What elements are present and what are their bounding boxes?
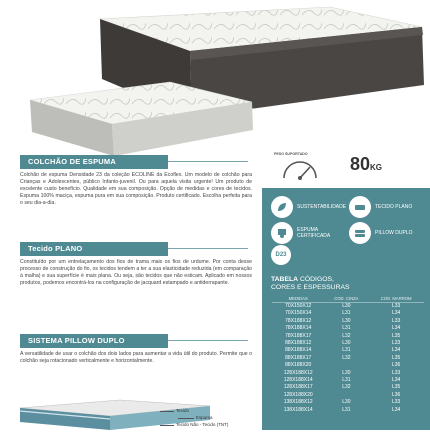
table-cell: L31 xyxy=(342,377,351,384)
table-row xyxy=(272,407,424,414)
table-cell: L36 xyxy=(391,391,401,398)
table-row xyxy=(272,333,424,340)
layer-label-tecido: Tecido xyxy=(176,408,190,413)
section-text-espuma: Colchão de espuma Densidade 23 da coleção ECOLINE da Ecoflex. Um modelo de colchão para Crianças e Adolescentes, público Infanto-juvenil. Ou para aquela visita urgente! Um produto de excelente custo benefício. Qualidade em sua composição. Opção de medidas e cores de tecidos. Espuma 100% maciça, espuma pura em sua composição. Produto certificado. Escolha perfeita para o seu dia-a-dia. xyxy=(20,172,252,206)
table-cell: L31 xyxy=(342,406,351,413)
gauge-icon xyxy=(280,158,320,180)
table-cell: L30 xyxy=(342,340,351,347)
table-row xyxy=(272,310,424,317)
table-cell: L30 xyxy=(342,369,351,376)
table-cell: L34 xyxy=(391,377,401,384)
table-title: TABELA CÓDIGOS, CORES E ESPESSURAS xyxy=(271,276,350,291)
layer-label-espuma: Espuma xyxy=(196,415,213,420)
table-row xyxy=(272,303,424,311)
section-title-pillow: SISTEMA PILLOW DUPLO xyxy=(20,334,168,348)
feature-pillow-duplo: PILLOW DUPLO xyxy=(349,222,413,244)
table-cell: L35 xyxy=(391,332,401,339)
table-cell xyxy=(324,392,368,399)
layer-label-tnt: Tecido Não - Tecido (TNT) xyxy=(176,422,229,427)
pillow-icon xyxy=(349,222,371,244)
table-cell: 78X188X12 xyxy=(285,317,312,324)
table-cell: L34 xyxy=(391,325,401,332)
feature-tecido-plano: TECIDO PLANO xyxy=(349,196,412,218)
table-cell: L30 xyxy=(342,399,351,406)
table-cell: L32 xyxy=(342,384,351,391)
section-title-tecido: Tecido PLANO xyxy=(20,242,168,256)
section-text-pillow: A versatilidade de usar o colchão dos dois lados para aumentar a vida útil do produto. Permite que o colchão seja rotacionado verticalmente e horizontalmente. xyxy=(20,351,252,364)
feature-sustentabilidade: SUSTENTABILIDADE xyxy=(271,196,346,218)
table-cell: L30 xyxy=(342,317,351,324)
table-cell: 88X188X14 xyxy=(285,347,312,354)
certificate-icon xyxy=(271,222,293,244)
table-header: COD. CINZA xyxy=(324,296,368,303)
table-cell: 128X188X12 xyxy=(283,369,313,376)
table-cell: L33 xyxy=(391,369,401,376)
table-cell: 88X188X20 xyxy=(285,362,312,369)
table-cell: 138X188X14 xyxy=(283,406,313,413)
section-title-espuma: COLCHÃO DE ESPUMA xyxy=(20,155,168,169)
table-row xyxy=(272,362,424,369)
table-cell: 70X150X14 xyxy=(285,310,312,317)
table-row xyxy=(272,392,424,399)
density-badge: D23 xyxy=(271,245,291,265)
table-cell: L34 xyxy=(391,406,401,413)
table-cell: 78X188X14 xyxy=(285,325,312,332)
table-cell: L31 xyxy=(342,310,351,317)
table-cell: L35 xyxy=(391,384,401,391)
table-row xyxy=(272,355,424,362)
leaf-icon xyxy=(271,196,293,218)
table-row xyxy=(272,370,424,377)
table-cell: L35 xyxy=(391,354,401,361)
mattress-small-image xyxy=(20,80,260,160)
table-cell: 78X188X17 xyxy=(285,332,312,339)
table-cell: 138X188X12 xyxy=(283,399,313,406)
table-row xyxy=(272,384,424,391)
mattress-layers-image xyxy=(10,396,250,436)
table-row xyxy=(272,318,424,325)
table-cell: L32 xyxy=(342,354,351,361)
table-cell: 88X188X17 xyxy=(285,354,312,361)
table-cell: 128X188X14 xyxy=(283,377,313,384)
table-cell: L33 xyxy=(391,303,401,309)
table-row xyxy=(272,399,424,406)
table-row xyxy=(272,340,424,347)
label-line xyxy=(178,418,194,419)
section-text-tecido: Constituído por um entrelaçamento dos fios de trama mais os fios de urdume. Por conta desse processo de construção do fio, os tecidos tendem a ter a sua elasticidade reduzida (em comparação à malha) e sua superfície é mais plana. Ou seja, são tecidos que não esticam. Aplicado em nossos produtos, podemos encontrá-los na configuração de jacquard estampado e antiderrapante. xyxy=(20,259,252,286)
table-cell: L32 xyxy=(342,332,351,339)
label-line xyxy=(160,425,174,426)
weight-value: 80KG xyxy=(350,154,383,174)
table-cell: 128X188X17 xyxy=(283,384,313,391)
table-cell: L30 xyxy=(342,303,351,309)
table-row xyxy=(272,347,424,354)
table-cell: L36 xyxy=(391,362,401,369)
table-cell: L34 xyxy=(391,347,401,354)
table-cell: L31 xyxy=(342,325,351,332)
table-cell: L33 xyxy=(391,399,401,406)
table-header: COD. MARROM xyxy=(368,296,424,303)
table-header: MEDIDAS xyxy=(272,296,324,303)
weight-label: PESO SUPORTADO xyxy=(274,152,308,156)
table-row xyxy=(272,325,424,332)
feature-espuma-certificada: ESPUMA CERTIFICADA xyxy=(271,222,331,244)
table-cell: 70X150X12 xyxy=(285,303,312,309)
mattress-icon xyxy=(349,196,371,218)
label-line xyxy=(160,411,174,412)
table-cell: L31 xyxy=(342,347,351,354)
table-row xyxy=(272,377,424,384)
table-cell: 88X188X12 xyxy=(285,340,312,347)
table-cell: L33 xyxy=(391,317,401,324)
table-cell xyxy=(324,362,368,369)
table-cell: 128X188X20 xyxy=(283,391,313,398)
table-cell: L34 xyxy=(391,310,401,317)
codes-table xyxy=(272,296,424,414)
table-cell: L33 xyxy=(391,340,401,347)
